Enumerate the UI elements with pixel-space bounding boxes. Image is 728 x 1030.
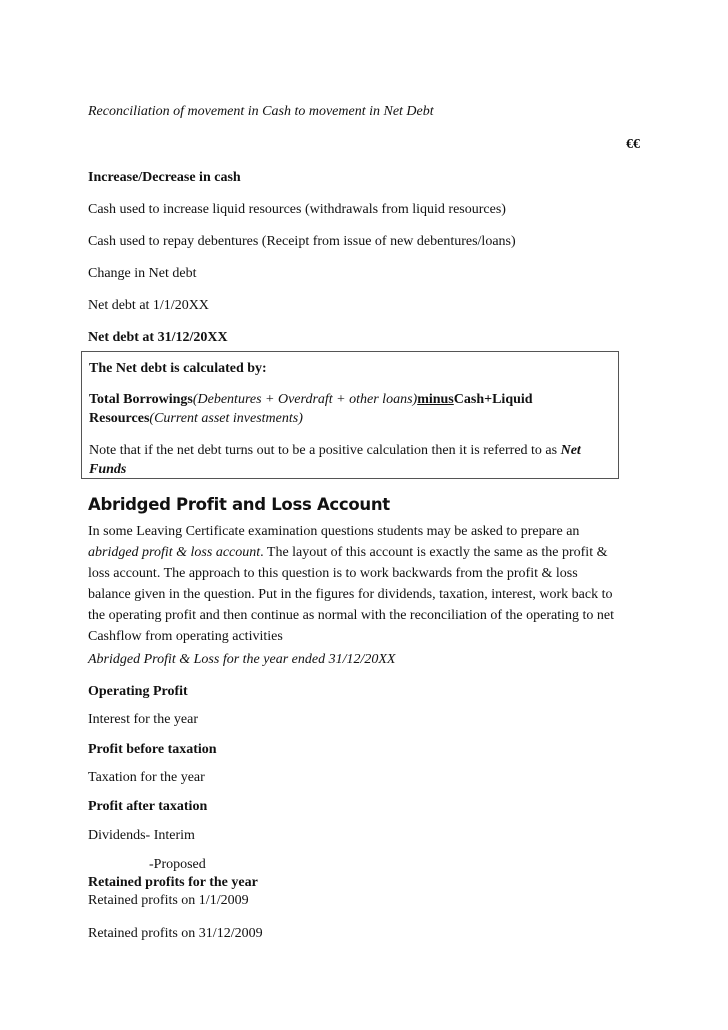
net-label: Net	[560, 443, 581, 458]
net-debt-formula-line1	[89, 392, 533, 408]
reconciliation-title: Reconciliation of movement in Cash to movement in Net Debt	[88, 104, 434, 119]
pl-row-interest: Interest for the year	[88, 712, 198, 727]
net-funds-note-line1	[89, 443, 581, 459]
pl-row-dividends-proposed: -Proposed	[149, 857, 206, 872]
pl-row-retained-for-year: Retained profits for the year	[88, 875, 258, 890]
net-debt-box-heading: The Net debt is calculated by:	[89, 361, 267, 376]
row-net-debt-opening: Net debt at 1/1/20XX	[88, 298, 209, 313]
abridged-paragraph	[88, 521, 644, 647]
pl-row-operating-profit: Operating Profit	[88, 684, 188, 699]
para-line-4: balance given in the question. Put in the figures for dividends, taxation, interest, work back to	[88, 587, 613, 602]
row-increase-decrease-cash: Increase/Decrease in cash	[88, 170, 241, 185]
para-line-3: loss account. The approach to this question is to work backwards from the profit & loss	[88, 566, 578, 581]
resources-detail: (Current asset investments)	[149, 411, 303, 426]
para-italic-term: abridged profit & loss account	[88, 545, 261, 560]
abridged-subtitle: Abridged Profit & Loss for the year ended 31/12/20XX	[88, 652, 396, 667]
net-debt-formula-line2	[89, 411, 303, 427]
row-net-debt-closing: Net debt at 31/12/20XX	[88, 330, 228, 345]
minus-label: minus	[417, 392, 454, 407]
para-line-2	[88, 542, 644, 563]
row-repay-debentures: Cash used to repay debentures (Receipt from issue of new debentures/loans)	[88, 234, 516, 249]
pl-row-dividends-interim: Dividends- Interim	[88, 828, 195, 843]
resources-label: Resources	[89, 411, 150, 426]
row-change-net-debt: Change in Net debt	[88, 266, 197, 281]
net-funds-note: Note that if the net debt turns out to be a positive calculation then it is referred to as	[89, 443, 558, 458]
pl-row-taxation: Taxation for the year	[88, 770, 205, 785]
pl-row-retained-closing: Retained profits on 31/12/2009	[88, 926, 263, 941]
abridged-heading: Abridged Profit and Loss Account	[88, 495, 390, 514]
row-liquid-resources: Cash used to increase liquid resources (withdrawals from liquid resources)	[88, 202, 506, 217]
funds-label: Funds	[89, 462, 127, 477]
pl-row-profit-after-tax: Profit after taxation	[88, 799, 208, 814]
pl-row-retained-opening: Retained profits on 1/1/2009	[88, 893, 249, 908]
net-debt-box	[81, 351, 619, 479]
total-borrowings-label: Total Borrowings	[89, 392, 193, 407]
currency-header: €€	[626, 137, 640, 152]
para-line-2-rest: . The layout of this account is exactly the same as the profit &	[260, 545, 608, 560]
borrowings-detail: (Debentures + Overdraft + other loans)	[192, 392, 418, 407]
pl-row-profit-before-tax: Profit before taxation	[88, 742, 217, 757]
para-line-5: the operating profit and then continue as normal with the reconciliation of the operating to net	[88, 608, 615, 623]
para-line-6: Cashflow from operating activities	[88, 629, 283, 644]
cash-liquid-label: Cash+Liquid	[453, 392, 533, 407]
para-line-1: In some Leaving Certificate examination questions students may be asked to prepare an	[88, 524, 580, 539]
